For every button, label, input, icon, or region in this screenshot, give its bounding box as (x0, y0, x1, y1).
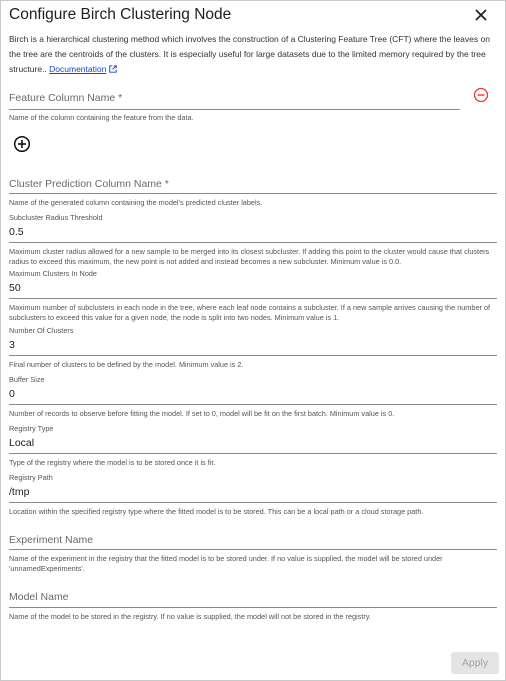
registry-path-label: Registry Path (9, 473, 53, 482)
registry-type-value[interactable]: Local (9, 437, 35, 449)
model-name-helper: Name of the model to be stored in the registry. If no value is supplied, the model will not be stored in the registry. (9, 612, 371, 621)
experiment-name-helper: Name of the experiment in the registry that the fitted model is to be stored under. If no value is supplied, the model will be stored under 'unnamedExperiments'. (9, 554, 443, 573)
registry-type-helper: Type of the registry where the model is to be stored once it is fit. (9, 458, 216, 467)
model-name-input[interactable] (9, 607, 497, 608)
buffer-size-value[interactable]: 0 (9, 388, 15, 400)
buffer-size-label: Buffer Size (9, 375, 45, 384)
subcluster-radius-value[interactable]: 0.5 (9, 226, 24, 238)
max-clusters-value[interactable]: 50 (9, 282, 21, 294)
experiment-name-label: Experiment Name (9, 534, 94, 546)
cluster-prediction-helper: Name of the generated column containing the model's predicted cluster labels. (9, 198, 263, 207)
remove-circle-icon[interactable] (473, 87, 489, 103)
feature-column-helper: Name of the column containing the feature from the data. (9, 113, 194, 122)
registry-path-helper: Location within the specified registry type where the fitted model is to be stored. This can be a local path or a cloud storage path. (9, 507, 424, 516)
num-clusters-value[interactable]: 3 (9, 339, 15, 351)
registry-type-label: Registry Type (9, 424, 54, 433)
buffer-size-input[interactable] (9, 404, 497, 405)
max-clusters-helper: Maximum number of subclusters in each node in the tree, where each leaf node contains a subcluster. If a new sample arrives causing the number of subclusters to exceed this value for a given node, the node is split into two nodes. Minimum value is 1. (9, 303, 491, 322)
apply-button[interactable]: Apply (451, 652, 499, 674)
max-clusters-label: Maximum Clusters In Node (9, 269, 97, 278)
external-link-icon (109, 63, 117, 78)
num-clusters-helper: Final number of clusters to be defined by the model. Minimum value is 2. (9, 360, 244, 369)
num-clusters-input[interactable] (9, 355, 497, 356)
close-icon[interactable] (471, 5, 491, 25)
add-circle-icon[interactable] (13, 135, 31, 153)
num-clusters-label: Number Of Clusters (9, 326, 74, 335)
experiment-name-input[interactable] (9, 549, 497, 550)
subcluster-radius-helper: Maximum cluster radius allowed for a new sample to be merged into its closest subcluster. If adding this point to the cluster would cause that clusters radius to exceed this maximum, the new point is not added and instead becomes a new subcluster. Minimum value is 0.0. (9, 247, 490, 266)
max-clusters-input[interactable] (9, 298, 497, 299)
cluster-prediction-input[interactable] (9, 193, 497, 194)
registry-path-input[interactable] (9, 502, 497, 503)
registry-type-select[interactable] (9, 453, 497, 454)
subcluster-radius-input[interactable] (9, 242, 497, 243)
registry-path-value[interactable]: /tmp (9, 486, 30, 498)
feature-column-label: Feature Column Name * (9, 92, 123, 104)
dialog-title: Configure Birch Clustering Node (9, 6, 232, 23)
model-name-label: Model Name (9, 591, 69, 603)
buffer-size-helper: Number of records to observe before fitting the model. If set to 0, model will be fit on the first batch. Minimum value is 0. (9, 409, 395, 418)
documentation-link[interactable]: Documentation (49, 64, 107, 74)
feature-column-input[interactable] (9, 109, 460, 110)
description-text: Birch is a hierarchical clustering method which involves the construction of a Clustering Feature Tree (CFT) where the leaves on the tree are the centroids of the clusters. It is especially useful for large datasets due to the limited memory required by the tree structure.. (9, 34, 490, 74)
cluster-prediction-label: Cluster Prediction Column Name * (9, 178, 169, 190)
dialog-description (9, 32, 497, 78)
subcluster-radius-label: Subcluster Radius Threshold (9, 213, 103, 222)
